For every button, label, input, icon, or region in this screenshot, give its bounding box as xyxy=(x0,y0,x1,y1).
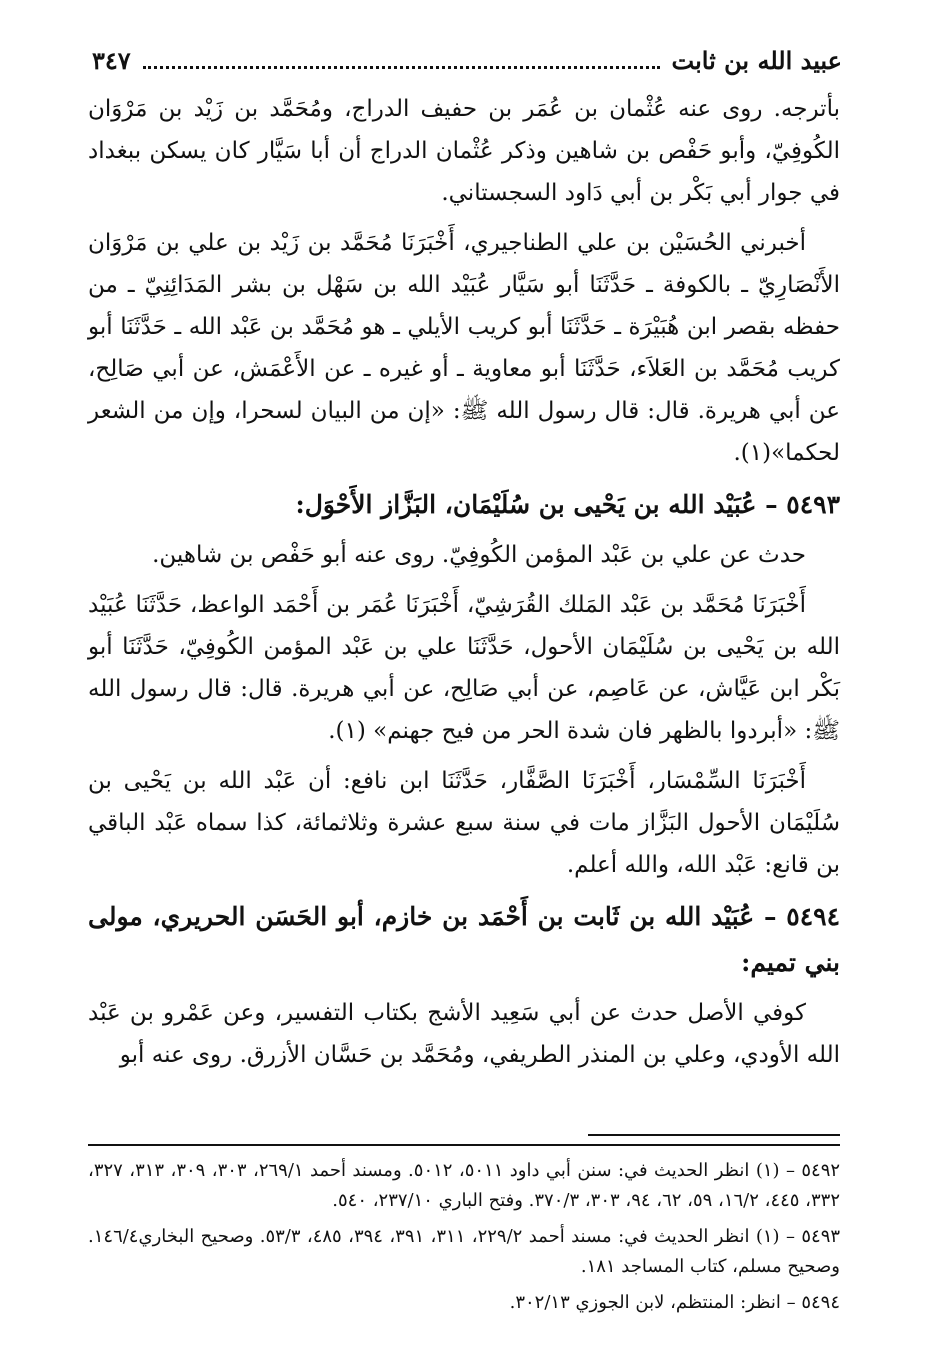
footnote: ٥٤٩٣ – (١) انظر الحديث في: مسند أحمد ٢٢٩/٢، ٣١١، ٣٩١، ٣٩٤، ٤٨٥، ٥٣/٣. وصحيح البخاري١٤٦/٤. وصحيح مسلم، كتاب المساجد ١٨١. xyxy=(88,1226,841,1277)
header-dot-leader xyxy=(143,52,660,69)
footnote: ٥٤٩٤ – انظر: المنتظم، لابن الجوزي ٣٠٢/١٣. xyxy=(509,1292,840,1313)
paragraph: أَخْبَرَنَا السِّمْسَار، أَخْبَرَنَا الصَّفَّار، حَدَّثَنَا ابن نافع: أن عَبْد الله بن يَحْيى بن سُلَيْمَان الأحول البَزَّاز مات في سنة سبع عشرة وثلاثمائة، كذا سماه عَبْد الباقي بن قانع: عَبْد الله، والله أعلم. xyxy=(88,768,840,878)
page-number: ٣٤٧ xyxy=(92,45,131,75)
running-header xyxy=(92,38,842,82)
header-title: عبيد الله بن ثابت xyxy=(671,45,842,75)
footnotes xyxy=(88,1144,840,1324)
paragraph: حدث عن علي بن عَبْد المؤمن الكُوفِيّ. روى عنه أبو حَفْص بن شاهين. xyxy=(152,542,806,568)
paragraph: بأترجه. روى عنه عُثْمان بن عُمَر بن حفيف الدراج، ومُحَمَّد بن زَيْد بن مَرْوَان الكُوفِيّ، وأبو حَفْص بن شاهين وذكر عُثْمان الدراج أن أبا سَيَّار كان يسكن ببغداد في جوار أبي بَكْر بن أبي دَاود السجستاني. xyxy=(88,96,840,206)
entry-heading: ٥٤٩٣ – عُبَيْد الله بن يَحْيى بن سُلَيْمَان، البَزَّاز الأَحْوَل: xyxy=(295,490,840,519)
paragraph: أَخْبَرَنَا مُحَمَّد بن عَبْد المَلك القُرَشِيّ، أَخْبَرَنَا عُمَر بن أَحْمَد الواعظ، حَدَّثَنَا عُبَيْد الله بن يَحْيى بن سُلَيْمَان الأحول، حَدَّثَنَا علي بن عَبْد المؤمن الكُوفِيّ، حَدَّثَنَا أبو بَكْر ابن عَيَّاش، عن عَاصِم، عن أبي صَالِح، عن أبي هريرة. قال: قال رسول الله ﷺ: «أبردوا بالظهر فان شدة الحر من فيح جهنم» (١). xyxy=(88,592,840,744)
entry-heading: ٥٤٩٤ – عُبَيْد الله بن ثَابت بن أَحْمَد بن خازم، أبو الحَسَن الحريري، مولى بني تميم: xyxy=(88,902,840,977)
paragraph: أخبرني الحُسَيْن بن علي الطناجيري، أَخْبَرَنَا مُحَمَّد بن زَيْد بن علي بن مَرْوَان الأَنْصَارِيّ ـ بالكوفة ـ حَدَّثَنَا أبو سَيَّار عُبَيْد الله بن سَهْل بن بشر المَدَائِنِيّ ـ من حفظه بقصر ابن هُبَيْرَة ـ حَدَّثَنَا أبو كريب الأيلي ـ هو مُحَمَّد بن عَبْد الله ـ حَدَّثَنَا أبو كريب مُحَمَّد بن العَلاَء، حَدَّثَنَا أبو معاوية ـ أو غيره ـ عن الأَعْمَش، عن أبي صَالِح، عن أبي هريرة. قال: قال رسول الله ﷺ: «إن من البيان لسحرا، وإن من الشعر لحكما»(١). xyxy=(88,230,840,466)
footnote: ٥٤٩٢ – (١) انظر الحديث في: سنن أبي داود ٥٠١١، ٥٠١٢. ومسند أحمد ٢٦٩/١، ٣٠٣، ٣٠٩، ٣١٣، ٣٢٧، ٣٣٢، ٤٤٥، ١٦/٢، ٥٩، ٦٢، ٩٤، ٣٠٣، ٣٧٠/٣. وفتح الباري ٢٣٧/١٠، ٥٤٠. xyxy=(88,1160,841,1211)
page-body xyxy=(88,88,840,1084)
paragraph: كوفي الأصل حدث عن أبي سَعِيد الأشج بكتاب التفسير، وعن عَمْرو بن عَبْد الله الأودي، وعلي بن المنذر الطريفي، ومُحَمَّد بن حَسَّان الأزرق. روى عنه أبو xyxy=(88,1000,840,1068)
footnote-separator xyxy=(588,1134,840,1136)
